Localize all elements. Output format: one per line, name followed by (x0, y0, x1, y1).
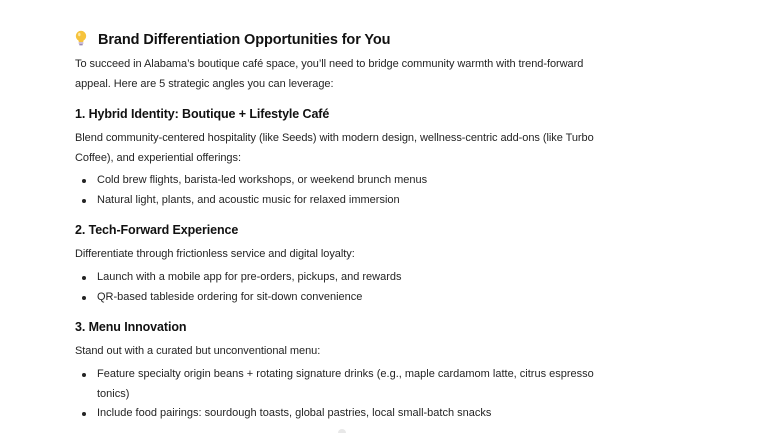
list-item-text: Launch with a mobile app for pre-orders, pickups, and rewards (97, 271, 402, 283)
list-item (75, 365, 605, 404)
list-item (75, 171, 615, 191)
list-item-text: Include food pairings: sourdough toasts, global pastries, local small-batch snacks (97, 407, 492, 419)
angle-3-description: Stand out with a curated but unconventional menu: (75, 345, 321, 357)
intro-paragraph: To succeed in Alabama’s boutique café space, you’ll need to bridge community warmth with trend-forward appeal. Here are 5 strategic angles you can leverage: (75, 58, 584, 90)
list-item (75, 191, 615, 211)
bullet-icon (82, 199, 86, 203)
list-item-text: Cold brew flights, barista-led workshops, or weekend brunch menus (97, 174, 428, 186)
angle-2-bullet-list (75, 268, 615, 307)
bullet-icon (82, 179, 86, 183)
bullet-icon (82, 276, 86, 280)
list-item-text: QR-based tableside ordering for sit-down convenience (97, 290, 363, 303)
angle-2-description: Differentiate through frictionless service and digital loyalty: (75, 248, 355, 260)
bullet-icon (82, 373, 86, 377)
list-item (75, 404, 605, 424)
list-item (75, 268, 615, 288)
lightbulb-icon (75, 30, 87, 47)
bullet-icon (82, 412, 86, 416)
angle-3-bullet-list (75, 365, 605, 424)
angle-3-heading: 3. Menu Innovation (75, 320, 187, 334)
angle-2-heading: 2. Tech-Forward Experience (75, 223, 239, 237)
bullet-icon (82, 296, 86, 300)
section-title (75, 31, 390, 48)
list-item (75, 288, 615, 308)
angle-1-bullet-list (75, 171, 615, 210)
list-item-text: Feature specialty origin beans + rotating signature drinks (e.g., maple cardamom latte, citrus espresso tonics) (97, 368, 594, 400)
angle-1-description: Blend community-centered hospitality (like Seeds) with modern design, wellness-centric add-ons (like Turbo Coffee), and experiential offerings: (75, 132, 594, 164)
angle-1-heading: 1. Hybrid Identity: Boutique + Lifestyle Café (75, 107, 330, 121)
section-title-text: Brand Differentiation Opportunities for You (98, 31, 391, 48)
scroll-indicator[interactable] (338, 429, 346, 433)
list-item-text: Natural light, plants, and acoustic music for relaxed immersion (97, 193, 400, 206)
